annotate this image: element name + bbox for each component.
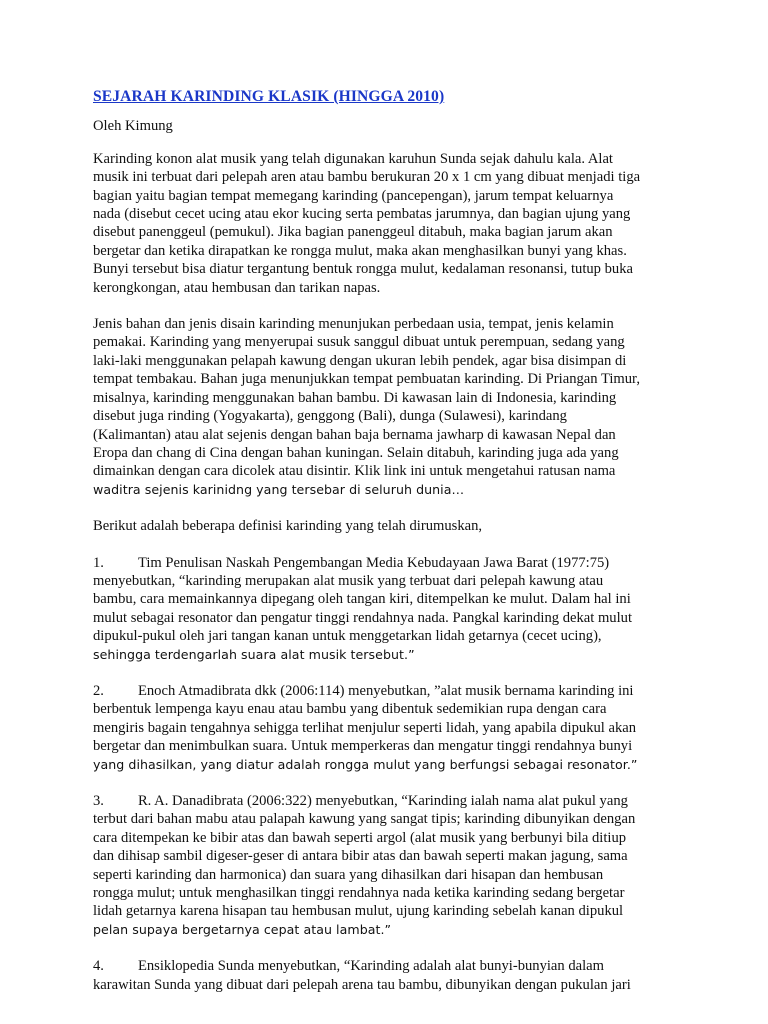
text-line: waditra sejenis karinidng yang tersebar di seluruh dunia… <box>93 481 465 497</box>
text-line: dan dihisap sambil digeser-geser di antara bibir atas dan bawah seperti makan jagung, sama <box>93 848 628 865</box>
list-number: 1. <box>93 554 104 571</box>
text-line: disebut juga rinding (Yogyakarta), genggong (Bali), dunga (Sulawesi), karindang <box>93 408 567 425</box>
definition-lead: Tim Penulisan Naskah Pengembangan Media Kebudayaan Jawa Barat (1977:75) <box>137 554 610 571</box>
list-number: 3. <box>93 793 104 809</box>
text-line: rongga mulut; untuk menghasilkan tinggi rendahnya nada ketika karinding sedang bergetar <box>93 885 625 902</box>
text-line: kerongkongan, atau hembusan dan tarikan napas. <box>93 279 381 296</box>
paragraph-intro <box>93 150 685 297</box>
text-line: dimainkan dengan cara dicolek atau disintir. Klik link ini untuk mengetahui ratusan nama <box>93 463 616 480</box>
text-line: Jenis bahan dan jenis disain karinding menunjukan perbedaan usia, tempat, jenis kelamin <box>93 316 614 333</box>
text-line: lidah getarnya karena hisapan tau hembusan mulut, ujung karinding sebelah kanan dipukul <box>93 903 624 920</box>
text-line: menyebutkan, “karinding merupakan alat musik yang terbuat dari pelepah kawung atau <box>93 572 604 589</box>
text-line: disebut panenggeul (pemukul). Jika bagian panenggeul ditabuh, maka bagian jarum akan <box>93 224 613 241</box>
definition-lead-line <box>93 554 685 572</box>
document-body <box>93 88 685 1012</box>
definition-lead: R. A. Danadibrata (2006:322) menyebutkan, “Karinding ialah nama alat pukul yang <box>137 793 628 809</box>
text-line: sehingga terdengarlah suara alat musik tersebut.” <box>93 646 415 662</box>
definition-item-2 <box>93 682 685 774</box>
definition-lead: Ensiklopedia Sunda menyebutkan, “Karinding adalah alat bunyi-bunyian dalam <box>137 958 605 975</box>
text-line: Bunyi tersebut bisa diatur tergantung bentuk rongga mulut, kedalaman resonansi, tutup buka <box>93 261 633 278</box>
list-number: 2. <box>93 682 104 699</box>
text-line: bergetar dan ketika dirapatkan ke rongga mulut, maka akan menghasilkan bunyi yang khas. <box>93 242 627 259</box>
definition-lead-line <box>93 792 685 810</box>
text-line: seperti karinding dan harmonica) dan suara yang dihasilkan dari hisapan dan hembusan <box>93 866 604 883</box>
text-line: (Kalimantan) atau alat sejenis dengan bahan baja bernama jawharp di kawasan Nepal dan <box>93 426 616 443</box>
text-line: laki-laki menggunakan pelapah kawung dengan ukuran lebih pendek, agar bisa disimpan di <box>93 352 627 369</box>
text-line: bambu, cara memainkannya dipegang oleh tangan kiri, ditempelkan ke mulut. Dalam hal ini <box>93 591 631 608</box>
definition-item-4 <box>93 957 685 994</box>
text-line: mengiris bagain tengahnya sehigga terlihat menjulur seperti lidah, yang apabila dipukul akan <box>93 719 637 736</box>
text-line: Karinding konon alat musik yang telah digunakan karuhun Sunda sejak dahulu kala. Alat <box>93 150 613 167</box>
definition-item-3 <box>93 792 685 939</box>
list-number: 4. <box>93 958 104 975</box>
text-line: pemakai. Karinding yang menyerupai susuk sanggul dibuat untuk perempuan, sedang yang <box>93 334 625 351</box>
text-line: misalnya, karinding menggunakan bahan bambu. Di kawasan lain di Indonesia, karinding <box>93 389 617 406</box>
definition-lead-line <box>93 682 685 700</box>
text-line: tempat tembakau. Bahan juga menunjukkan tempat pembuatan karinding. Di Priangan Timur, <box>93 371 640 388</box>
text-line: cara ditempekan ke bibir atas dan bawah seperti argol (alat musik yang berbunyi bila ditiup <box>93 829 627 846</box>
text-line: terbut dari bahan mabu atau palapah kawung yang sangat tipis; karinding dibunyikan dengan <box>93 811 636 828</box>
definition-lead: Enoch Atmadibrata dkk (2006:114) menyebutkan, ”alat musik bernama karinding ini <box>137 682 634 699</box>
text-line: pelan supaya bergetarnya cepat atau lambat.” <box>93 921 392 937</box>
paragraph-definitions-intro <box>93 517 685 535</box>
text-line: bergetar dan menimbulkan suara. Untuk memperkeras dan mengatur tinggi rendahnya bunyi <box>93 738 633 755</box>
text-line: Eropa dan chang di Cina dengan bahan kuningan. Selain ditabuh, karinding juga ada yang <box>93 444 619 461</box>
paragraph-materials <box>93 315 685 499</box>
text-line: musik ini terbuat dari pelepah aren atau bambu berukuran 20 x 1 cm yang dibuat menjadi tiga <box>93 169 641 186</box>
definition-lead-line <box>93 957 685 975</box>
definition-item-1 <box>93 554 685 664</box>
text-line: nada (disebut cecet ucing atau ekor kucing serta pembatas jarumnya, dan bagian ujung yang <box>93 206 631 223</box>
document-title[interactable]: SEJARAH KARINDING KLASIK (HINGGA 2010) <box>93 88 445 105</box>
text-line: Berikut adalah beberapa definisi karinding yang telah dirumuskan, <box>93 518 483 535</box>
text-line: berbentuk lempenga kayu enau atau bambu yang dibentuk sedemikian rupa dengan cara <box>93 701 607 718</box>
text-line: dipukul-pukul oleh jari tangan kanan untuk menggetarkan lidah getarnya (cecet ucing), <box>93 628 602 645</box>
document-author: Oleh Kimung <box>93 118 173 135</box>
text-line: karawitan Sunda yang dibuat dari pelepah arena tau bambu, dibunyikan dengan pukulan jari <box>93 976 631 993</box>
text-line: bagian yaitu bagian tempat memegang karinding (pancepengan), jarum tempat keluarnya <box>93 187 614 204</box>
text-line: yang dihasilkan, yang diatur adalah rongga mulut yang berfungsi sebagai resonator.” <box>93 756 638 772</box>
text-line: mulut sebagai resonator dan pengatur tinggi rendahnya nada. Pangkal karinding dekat mulut <box>93 609 633 626</box>
